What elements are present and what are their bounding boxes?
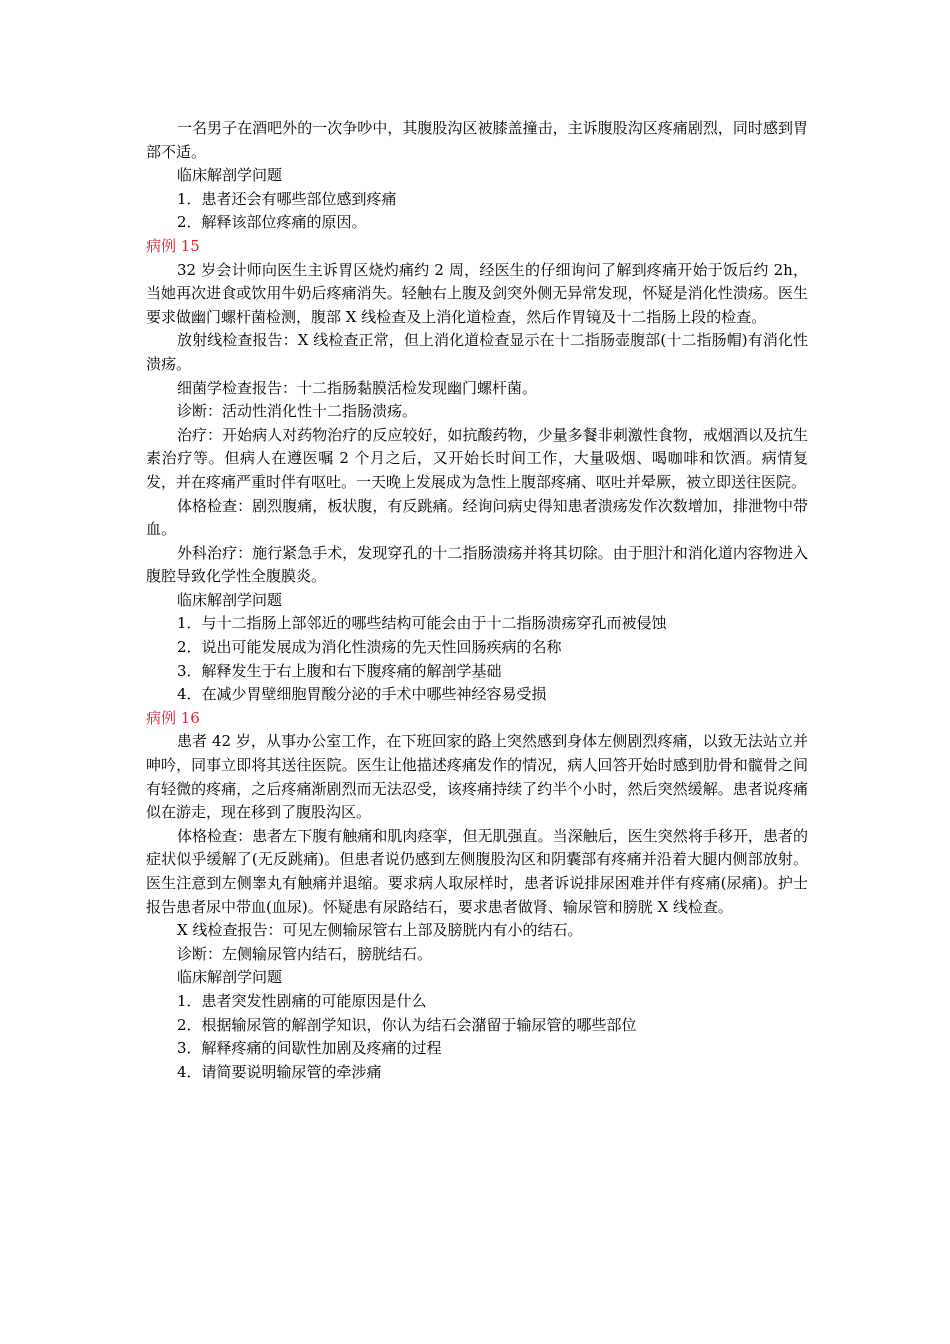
question-item: 1．患者突发性剧痛的可能原因是什么 (177, 991, 427, 1010)
case-15-paragraph: 外科治疗：施行紧急手术，发现穿孔的十二指肠溃疡并将其切除。由于胆汁和消化道内容物进入腹腔导致化学性全腹膜炎。 (146, 543, 808, 586)
question-item: 3．解释发生于右上腹和右下腹疼痛的解剖学基础 (177, 661, 502, 680)
question-item: 2．解释该部位疼痛的原因。 (177, 213, 367, 232)
case-16-paragraph: 患者 42 岁，从事办公室工作，在下班回家的路上突然感到身体左侧剧烈疼痛，以致无法站立并呻吟，同事立即将其送往医院。医生让他描述疼痛发作的情况，病人回答开始时感到肋骨和髋骨之间有轻微的疼痛，之后疼痛渐剧烈而无法忍受，该疼痛持续了约半个小时，然后突然缓解。患者说疼痛似在游走，现在移到了腹股沟区。 (146, 732, 808, 822)
case-16-paragraph: 诊断：左侧输尿管内结石，膀胱结石。 (177, 944, 433, 963)
case-15-heading: 病例 15 (146, 236, 200, 255)
question-item: 4．在减少胃壁细胞胃酸分泌的手术中哪些神经容易受损 (177, 685, 547, 704)
question-section-title: 临床解剖学问题 (177, 166, 283, 185)
question-section-title: 临床解剖学问题 (177, 968, 283, 987)
case-16-paragraph: 体格检查：患者左下腹有触痛和肌肉痉挛，但无肌强直。当深触后，医生突然将手移开，患者的症状似乎缓解了(无反跳痛)。但患者说仍感到左侧腹股沟区和阴囊部有疼痛并沿着大腿内侧部放射。医生注意到左侧睾丸有触痛并退缩。要求病人取尿样时，患者诉说排尿困难并伴有疼痛(尿痛)。护士报告患者尿中带血(血尿)。怀疑患有尿路结石，要求患者做肾、输尿管和膀胱 X 线检查。 (146, 826, 808, 916)
intro-paragraph: 一名男子在酒吧外的一次争吵中，其腹股沟区被膝盖撞击，主诉腹股沟区疼痛剧烈，同时感到胃部不适。 (146, 119, 808, 161)
question-item: 3．解释疼痛的间歇性加剧及疼痛的过程 (177, 1039, 442, 1058)
document-body (146, 117, 808, 1084)
question-item: 2．说出可能发展成为消化性溃疡的先天性回肠疾病的名称 (177, 638, 562, 657)
question-item: 4．请简要说明输尿管的牵涉痛 (177, 1062, 382, 1081)
case-15-paragraph: 体格检查：剧烈腹痛，板状腹，有反跳痛。经询问病史得知患者溃疡发作次数增加，排泄物中带血。 (146, 496, 808, 539)
case-15-paragraph: 细菌学检查报告：十二指肠黏膜活检发现幽门螺杆菌。 (177, 378, 538, 397)
question-section-title: 临床解剖学问题 (177, 590, 283, 609)
case-15-paragraph: 治疗：开始病人对药物治疗的反应较好，如抗酸药物，少量多餐非刺激性食物，戒烟酒以及抗生素治疗等。但病人在遵医嘱 2 个月之后，又开始长时间工作，大量吸烟、喝咖啡和饮酒。病情复发，并在疼痛严重时伴有呕吐。一天晚上发展成为急性上腹部疼痛、呕吐并晕厥，被立即送往医院。 (146, 425, 808, 491)
case-15-paragraph: 32 岁会计师向医生主诉胃区烧灼痛约 2 周，经医生的仔细询问了解到疼痛开始于饭后约 2h，当她再次进食或饮用牛奶后疼痛消失。轻触右上腹及剑突外侧无异常发现，怀疑是消化性溃疡。医生要求做幽门螺杆菌检测，腹部 X 线检查及上消化道检查，然后作胃镜及十二指肠上段的检查。 (146, 260, 808, 326)
question-item: 2．根据输尿管的解剖学知识，你认为结石会潴留于输尿管的哪些部位 (177, 1015, 637, 1034)
question-item: 1．患者还会有哪些部位感到疼痛 (177, 189, 397, 208)
case-16-paragraph: X 线检查报告：可见左侧输尿管右上部及膀胱内有小的结石。 (177, 921, 583, 940)
case-15-paragraph: 诊断：活动性消化性十二指肠溃疡。 (177, 402, 418, 421)
case-15-paragraph: 放射线检查报告：X 线检查正常，但上消化道检查显示在十二指肠壶腹部(十二指肠帽)有消化性溃疡。 (146, 331, 808, 373)
case-16-heading: 病例 16 (146, 708, 200, 727)
question-item: 1．与十二指肠上部邻近的哪些结构可能会由于十二指肠溃疡穿孔而被侵蚀 (177, 614, 667, 633)
